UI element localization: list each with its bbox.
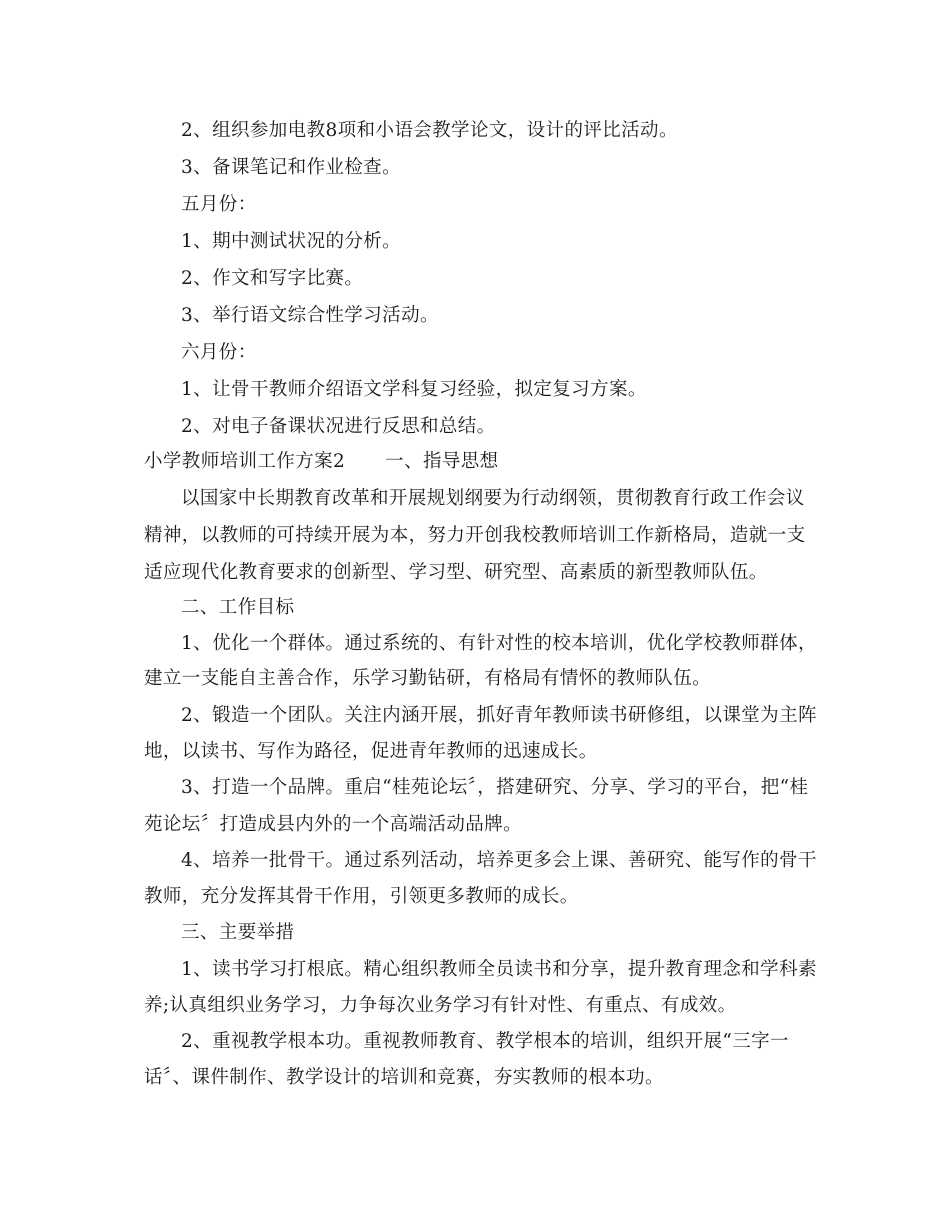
paragraph-line: 1、优化一个群体。通过系统的、有针对性的校本培训，优化学校教师群体， xyxy=(181,633,817,654)
paragraph-line: 2、对电子备课状况进行反思和总结。 xyxy=(181,416,496,437)
section-title: 小学教师培训工作方案2 xyxy=(144,451,346,472)
paragraph-line: 建立一支能自主善合作，乐学习勤钻研，有格局有情怀的教师队伍。 xyxy=(144,668,712,689)
section-heading: 一、指导思想 xyxy=(385,451,499,472)
section-title-row xyxy=(144,451,499,473)
month-heading: 六月份： xyxy=(181,342,257,363)
paragraph-line: 2、锻造一个团队。关注内涵开展，抓好青年教师读书研修组，以课堂为主阵 xyxy=(181,705,817,726)
paragraph-line: 教师，充分发挥其骨干作用，引领更多教师的成长。 xyxy=(144,886,579,907)
paragraph-line: 2、重视教学根本功。重视教师教育、教学根本的培训，组织开展“三字一 xyxy=(181,1031,789,1052)
paragraph-line: 苑论坛〞打造成县内外的一个高端活动品牌。 xyxy=(144,814,523,835)
paragraph-line: 养;认真组织业务学习，力争每次业务学习有针对性、有重点、有成效。 xyxy=(144,995,737,1016)
paragraph-line: 4、培养一批骨干。通过系列活动，培养更多会上课、善研究、能写作的骨干 xyxy=(181,850,817,871)
paragraph-line: 1、让骨干教师介绍语文学科复习经验，拟定复习方案。 xyxy=(181,379,647,400)
section-heading: 二、工作目标 xyxy=(181,597,295,618)
paragraph-line: 话〞、课件制作、教学设计的培训和竞赛，夯实教师的根本功。 xyxy=(144,1067,664,1088)
paragraph-line: 1、读书学习打根底。精心组织教师全员读书和分享，提升教育理念和学科素 xyxy=(181,959,817,980)
paragraph-line: 1、期中测试状况的分析。 xyxy=(181,231,402,252)
month-heading: 五月份： xyxy=(181,194,257,215)
paragraph-line: 3、打造一个品牌。重启“桂苑论坛〞，搭建研究、分享、学习的平台，把“桂 xyxy=(181,777,809,798)
paragraph-line: 3、举行语文综合性学习活动。 xyxy=(181,305,439,326)
paragraph-line: 2、作文和写字比赛。 xyxy=(181,268,364,289)
paragraph-line: 2、组织参加电教8项和小语会教学论文，设计的评比活动。 xyxy=(181,120,678,141)
paragraph-line: 3、备课笔记和作业检查。 xyxy=(181,157,402,178)
section-heading: 三、主要举措 xyxy=(181,922,295,943)
paragraph-line: 地，以读书、写作为路径，促进青年教师的迅速成长。 xyxy=(144,741,598,762)
paragraph-line: 以国家中长期教育改革和开展规划纲要为行动纲领，贯彻教育行政工作会议 xyxy=(181,488,805,509)
paragraph-line: 精神，以教师的可持续开展为本，努力开创我校教师培训工作新格局，造就一支 xyxy=(144,525,806,546)
paragraph-line: 适应现代化教育要求的创新型、学习型、研究型、高素质的新型教师队伍。 xyxy=(144,562,768,583)
